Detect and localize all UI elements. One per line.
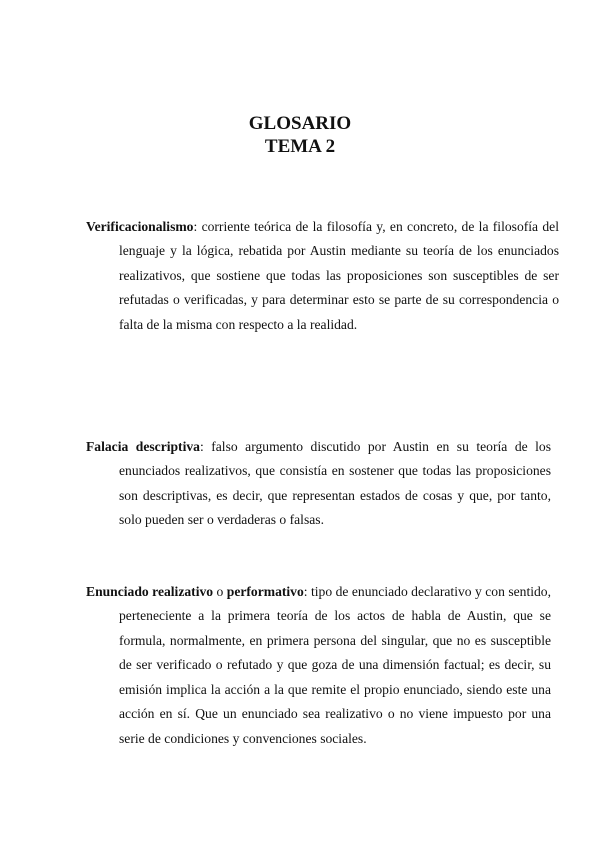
glossary-term: Enunciado realizativo (86, 583, 214, 599)
title-line-tema: TEMA 2 (264, 136, 336, 157)
glossary-term-alternate: performativo (226, 583, 304, 599)
title-line-glosario: GLOSARIO (248, 113, 352, 134)
glossary-definition: : tipo de enunciado declarativo y con sentido, perteneciente a la primera teoría de los actos de habla de Austin, que se formula, normalmente, en primera persona del singular, que no es susceptible de ser verificado o refutado y que goza de una dimensión factual; es decir, su emisión implica la acción a la que remite el propio enunciado, siendo este una acción en sí. Que un enunciado sea realizativo o no viene impuesto por una serie de condiciones y convenciones sociales. (119, 583, 551, 746)
glossary-definition: : falso argumento discutido por Austin en su teoría de los enunciados realizativos, que consistía en sostener que todas las proposiciones son descriptivas, es decir, que representan estados de cosas y que, por tanto, solo pueden ser o verdaderas o falsas. (119, 438, 551, 528)
glossary-definition: : corriente teórica de la filosofía y, en concreto, de la filosofía del lenguaje y la lógica, rebatida por Austin mediante su teoría de los enunciados realizativos, que sostiene que todas las proposiciones son susceptibles de ser refutadas o verificadas, y para determinar esto se parte de su correspondencia o falta de la misma con respecto a la realidad. (119, 218, 559, 332)
glossary-term: Verificacionalismo (86, 218, 194, 234)
glossary-entry-enunciado-realizativo (86, 580, 551, 752)
glossary-term: Falacia descriptiva (86, 438, 200, 454)
document-title (0, 112, 600, 158)
glossary-entry-falacia-descriptiva (86, 435, 551, 533)
glossary-entry-verificacionalismo (86, 215, 559, 338)
glossary-term-connector: o (213, 583, 227, 599)
